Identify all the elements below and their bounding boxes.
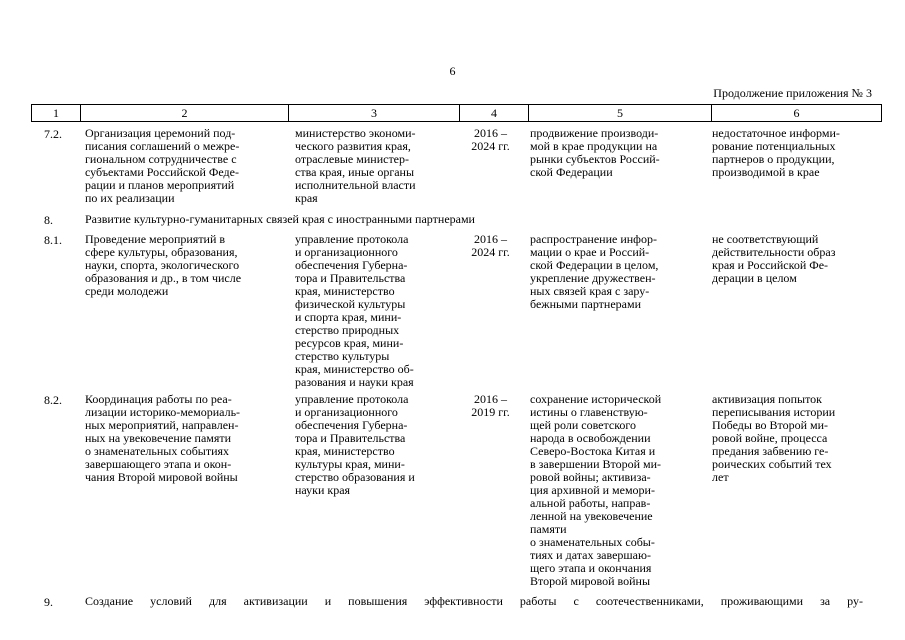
- responsible-executors: министерство экономи- ческого развития края, отраслевые министер- ства края, иные органы исполнительной власти края: [295, 126, 416, 205]
- measure-description: Проведение мероприятий в сфере культуры, образования, науки, спорта, экологического образования и др., в том числе среди молодежи: [85, 232, 242, 298]
- implementation-period: 2016 – 2019 гг.: [471, 392, 510, 419]
- implementation-period: 2016 – 2024 гг.: [471, 126, 510, 153]
- section-number: 9.: [44, 595, 53, 609]
- responsible-executors: управление протокола и организационного обеспечения Губерна- тора и Правительства края, министерство культуры края, мини- стерство образования и науки края: [295, 392, 415, 497]
- header-col-6: 6: [712, 105, 882, 122]
- expected-result: распространение инфор- мации о крае и Россий- ской Федерации в целом, укрепление дружествен- ных связей края с зару- бежными партнерами: [530, 232, 659, 311]
- implementation-period: 2016 – 2024 гг.: [471, 232, 510, 259]
- expected-result: сохранение исторической истины о главенствую- щей роли советского народа в освобождении Северо-Востока Китая и в завершении Второй ми- ровой войны; активиза- ция архивной и мемори- альной работы, направ- ленной на увековечение памяти о знаменательных собы- тиях и датах завершаю- щего этапа и окончания Второй мировой войны: [530, 392, 662, 588]
- continuation-note: Продолжение приложения № 3: [713, 86, 872, 100]
- section-title: Создание условий для активизации и повышения эффективности работы с соотечественниками, проживающими за ру-: [85, 594, 863, 608]
- header-col-2: 2: [81, 105, 289, 122]
- measure-description: Координация работы по реа- лизации историко-мемориаль- ных мероприятий, направлен- ных на увековечение памяти о знаменательных событиях завершающего этапа и окон- чания Второй мировой войны: [85, 392, 241, 484]
- measure-description: Организация церемоний под- писания соглашений о межре- гиональном сотрудничестве с субъектами Российской Феде- рации и планов мероприятий по их реализации: [85, 126, 240, 205]
- section-title: Развитие культурно-гуманитарных связей края с иностранными партнерами: [85, 212, 475, 226]
- header-col-5: 5: [529, 105, 712, 122]
- row-number: 8.2.: [44, 393, 62, 407]
- consequences-of-non-implementation: не соответствующий действительности образ края и Российской Фе- дерации в целом: [712, 232, 836, 285]
- consequences-of-non-implementation: недостаточное информи- рование потенциальных партнеров о продукции, производимой в крае: [712, 126, 840, 179]
- header-col-1: 1: [32, 105, 81, 122]
- row-number: 7.2.: [44, 127, 62, 141]
- header-col-3: 3: [289, 105, 460, 122]
- responsible-executors: управление протокола и организационного обеспечения Губерна- тора и Правительства края, министерство физической культуры и спорта края, мини- стерство природных ресурсов края, мини- стерство культуры края, министерство об- разования и науки края: [295, 232, 414, 389]
- consequences-of-non-implementation: активизация попыток переписывания истории Победы во Второй ми- ровой войне, процесса предания забвению ге- роических событий тех лет: [712, 392, 836, 484]
- section-number: 8.: [44, 213, 53, 227]
- column-number-header: [31, 104, 882, 122]
- row-number: 8.1.: [44, 233, 62, 247]
- page-number: 6: [449, 64, 456, 78]
- header-col-4: 4: [460, 105, 529, 122]
- expected-result: продвижение производи- мой в крае продукции на рынки субъектов Россий- ской Федерации: [530, 126, 660, 179]
